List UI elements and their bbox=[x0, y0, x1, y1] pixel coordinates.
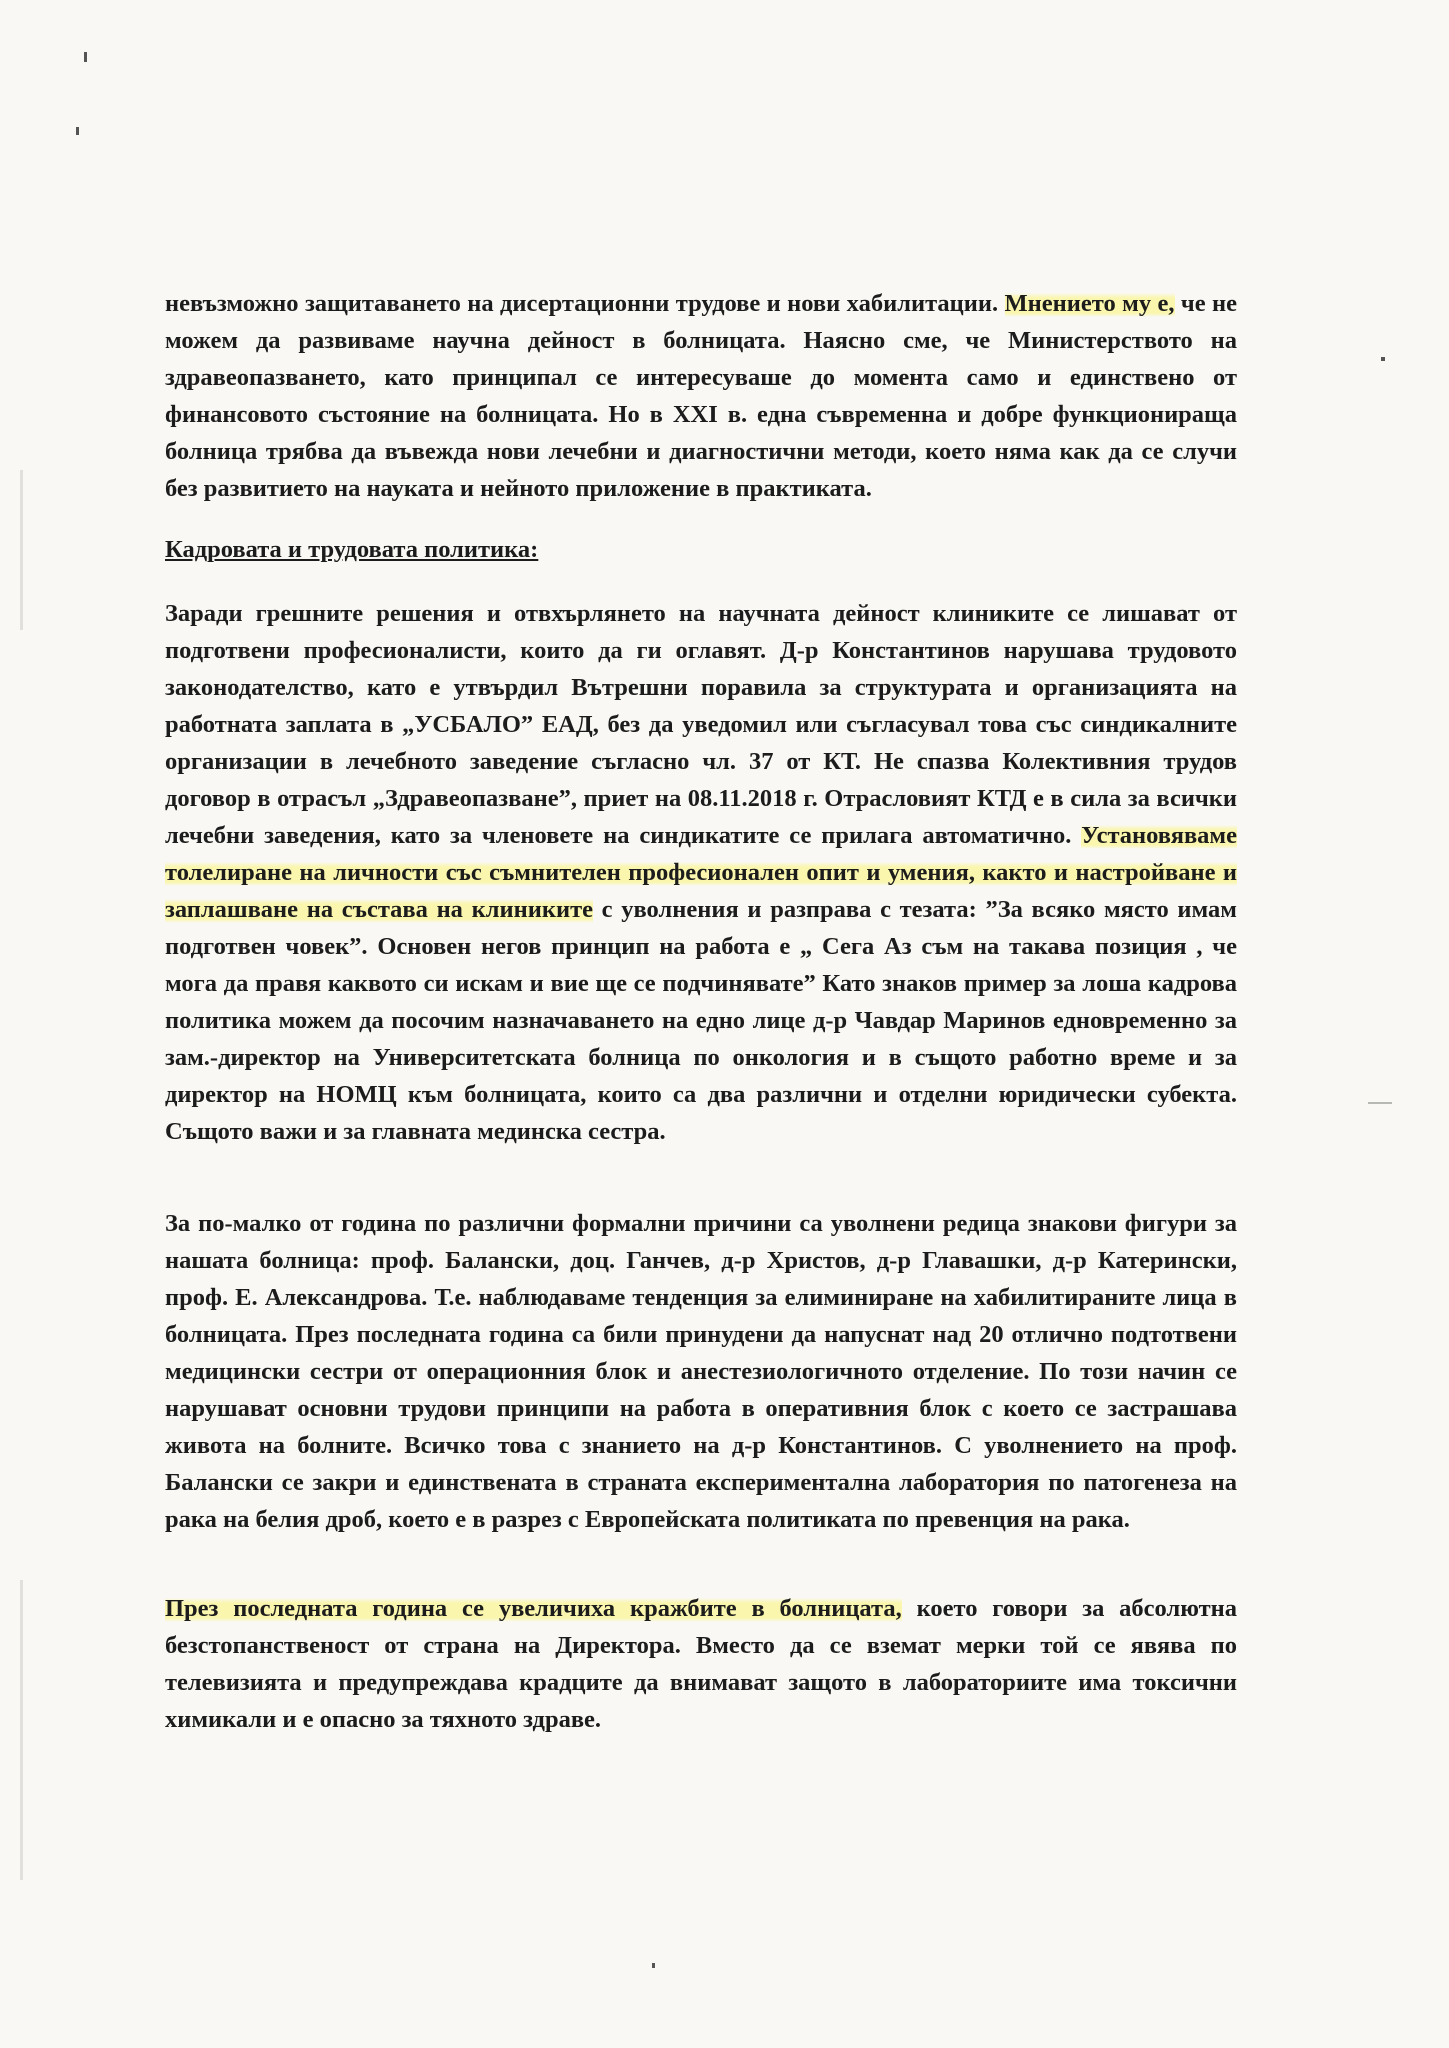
section-heading: Кадровата и трудовата политика: bbox=[165, 536, 539, 563]
highlighted-text: Установяваме толелиране на личности със съмнителен професионален опит и умения, както и настройване и заплашване на състава на клиниките bbox=[165, 822, 1237, 923]
paragraph-dismissals bbox=[165, 1205, 1237, 1538]
text-run: че не можем да развиваме научна дейност в болницата. Наясно сме, че Министерството на здравеопазването, като принципал се интересуваше до момента само и единствено от финансовото състояние на болницата. Но в XXI в. една съвременна и добре функционираща болница трябва да въвежда нови лечебни и диагностични методи, което няма как да се случи без развитието на науката и нейното приложение в практиката. bbox=[165, 290, 1238, 502]
scan-speck bbox=[1381, 357, 1385, 361]
scan-speck bbox=[76, 127, 79, 135]
text-run: Заради грешните решения и отвхърлянето на научната дейност клиниките се лишават от подготвени професионалисти, които да ги оглавят. Д-р Константинов нарушава трудовото законодателство, като е утвърдил Вътрешни поравила за структурата и организацията на работната заплата в „УСБАЛО” ЕАД, без да уведомил или съгласувал това със синдикалните организации в лечебното заведение съгласно чл. 37 от КТ. Не спазва Колективния трудов договор в отрасъл „Здравеопазване”, приет на 08.11.2018 г. Отрасловият КТД е в сила за всички лечебни заведения, като за членовете на синдикатите се прилага автоматично. bbox=[165, 600, 1237, 849]
scan-speck bbox=[652, 1963, 655, 1968]
text-run: което говори за абсолютна безстопанственост от страна на Директора. Вместо да се вземат мерки той се явява по телевизията и предупреждава крадците да внимават защото в лабораториите има токсични химикали и е опасно за тяхното здраве. bbox=[165, 1595, 1237, 1733]
scan-speck bbox=[1368, 1102, 1392, 1104]
paragraph-text: За по-малко от година по различни формални причини са уволнени редица знакови фигури за нашата болница: проф. Балански, доц. Ганчев, д-р Христов, д-р Главашки, д-р Катерински, проф. Е. Александрова. Т.е. наблюдаваме тенденция за елиминиране на хабилитираните лица в болницата. През последната година са били принудени да напуснат над 20 отлично подтотвени медицински сестри от операционния блок и анестезиологичното отделение. По този начин се нарушават основни трудови принципи на работа в оперативния блок с което се застрашава живота на болните. Всичко това с знанието на д-р Константинов. С уволнението на проф. Балански се закри и единствената в страната експериментална лаборатория по патогенеза на рака на белия дроб, което е в разрез с Европейската политиката по превенция на рака. bbox=[165, 1210, 1237, 1533]
paragraph-text bbox=[165, 285, 1237, 507]
scan-speck bbox=[20, 470, 23, 630]
paragraph-text bbox=[165, 1590, 1237, 1738]
paragraph-thefts bbox=[165, 1590, 1237, 1738]
paragraph-research bbox=[165, 285, 1237, 507]
text-run: невъзможно защитаването на дисертационни трудове и нови хабилитации. bbox=[165, 290, 1005, 317]
highlighted-text: Мнението му е, bbox=[1004, 290, 1175, 317]
scan-speck bbox=[20, 1580, 23, 1880]
highlighted-text: През последната година се увеличиха кражбите в болницата, bbox=[165, 1595, 902, 1622]
text-run: с уволнения и разправа с тезата: ”За всяко място имам подготвен човек”. Основен негов принцип на работа е „ Сега Аз съм на такава позиция , че мога да правя каквото си искам и вие ще се подчинявате” Като знаков пример за лоша кадрова политика можем да посочим назначаването на едно лице д-р Чавдар Маринов едновременно за зам.-директор на Университетската болница по онкология и в същото работно време и за директор на НОМЦ към болницата, които са два различни и отделни юридически субекта. Същото важи и за главната мединска сестра. bbox=[165, 896, 1237, 1145]
scan-speck bbox=[84, 52, 87, 62]
paragraph-hr-policy bbox=[165, 595, 1237, 1150]
paragraph-text bbox=[165, 595, 1237, 1150]
